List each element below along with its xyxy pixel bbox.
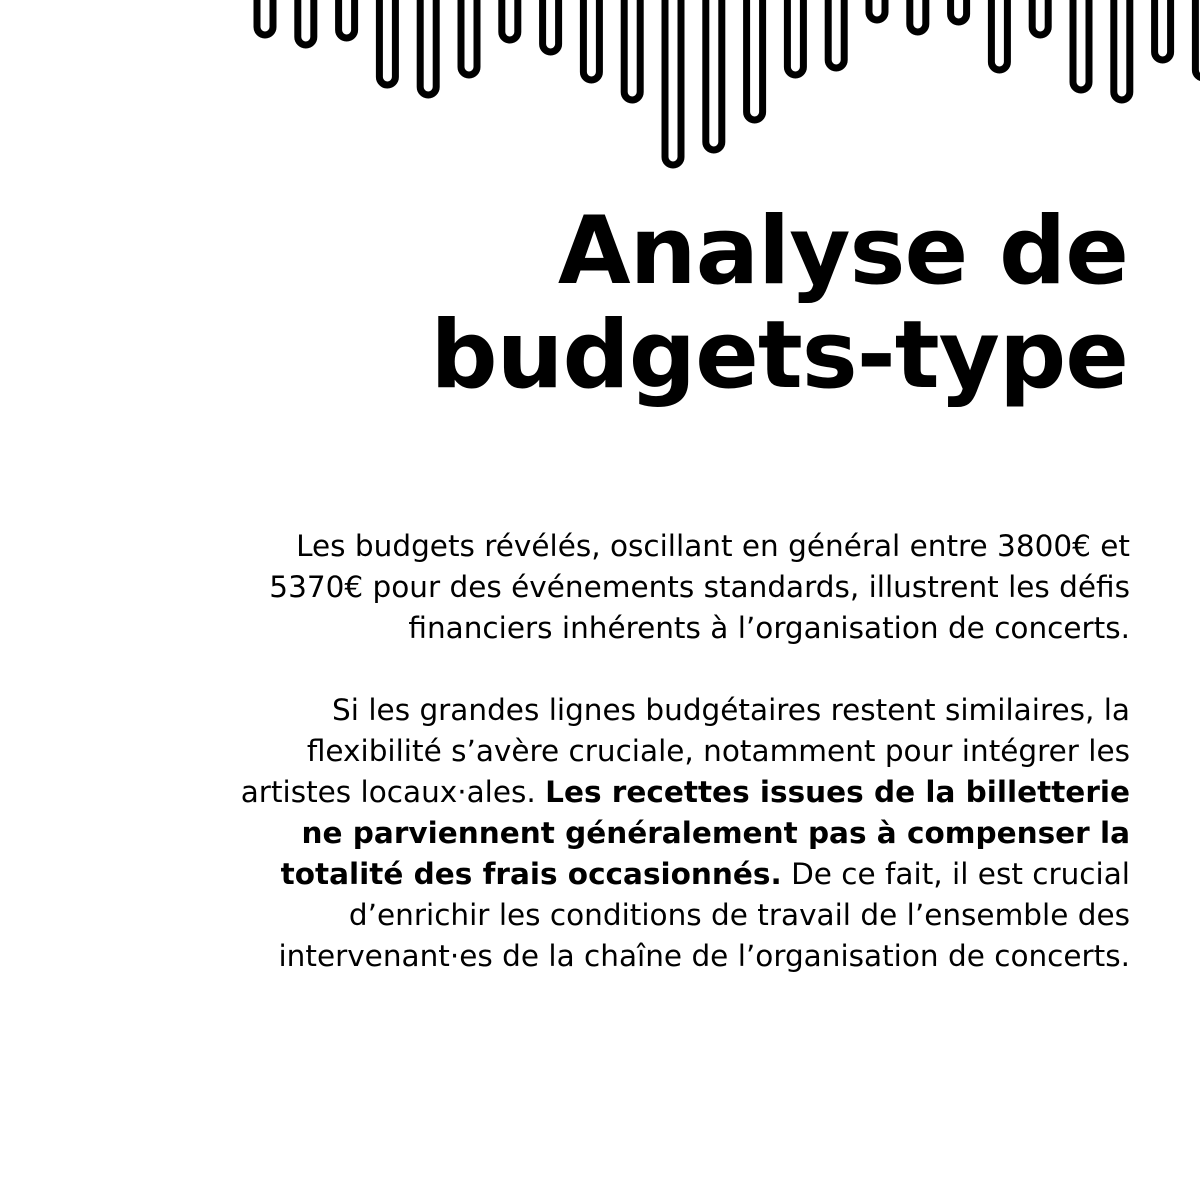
- waveform-loop: [339, 0, 355, 38]
- paragraph-2-line: flexibilité s’avère cruciale, notamment pour intégrer les: [306, 734, 1130, 768]
- waveform-loop: [257, 0, 273, 35]
- waveform-loop: [624, 0, 640, 100]
- waveform-loop: [991, 0, 1007, 70]
- waveform-loop: [787, 0, 803, 75]
- paragraph-2-line: [70, 772, 1130, 813]
- paragraph-1-line: financiers inhérents à l’organisation de concerts.: [408, 611, 1130, 645]
- title-line-1: Analyse de: [557, 197, 1128, 306]
- waveform-loop: [379, 0, 395, 85]
- waveform-loop: [543, 0, 559, 52]
- waveform-loop: [1073, 0, 1089, 90]
- waveform-loop: [706, 0, 722, 150]
- waveform-loop: [828, 0, 844, 68]
- waveform-loop: [502, 0, 518, 40]
- paragraph-2-line: Si les grandes lignes budgétaires restent similaires, la: [332, 693, 1130, 727]
- paragraph-2-emphasis: Les recettes issues de la billetterie: [545, 775, 1130, 809]
- waveform-loop: [910, 0, 926, 32]
- waveform-decoration-icon: [0, 0, 1200, 190]
- paragraph-2-line: [70, 813, 1130, 854]
- paragraph-2-text: De ce fait, il est crucial: [791, 857, 1130, 891]
- waveform-loop: [1114, 0, 1130, 100]
- waveform-loop: [298, 0, 314, 45]
- paragraph-2: [70, 690, 1130, 977]
- paragraph-2-line: [70, 854, 1130, 895]
- paragraph-2-line: d’enrichir les conditions de travail de l’ensemble des: [348, 898, 1130, 932]
- body-text: [70, 526, 1130, 977]
- page-title: [430, 197, 1128, 410]
- waveform-loop: [869, 0, 885, 20]
- waveform-loop: [1195, 0, 1200, 78]
- waveform-loop: [951, 0, 967, 22]
- paragraph-2-emphasis: totalité des frais occasionnés.: [280, 857, 782, 891]
- paragraph-1: [70, 526, 1130, 649]
- waveform-loop: [420, 0, 436, 95]
- waveform-loop: [461, 0, 477, 75]
- paragraph-1-line: 5370€ pour des événements standards, illustrent les défis: [269, 570, 1130, 604]
- waveform-loop: [583, 0, 599, 80]
- waveform-loop: [1155, 0, 1171, 60]
- waveform-loop: [665, 0, 681, 165]
- paragraph-2-emphasis: ne parviennent généralement pas à compenser la: [301, 816, 1130, 850]
- waveform-loop: [1032, 0, 1048, 35]
- waveform-loop: [747, 0, 763, 120]
- paragraph-2-line: intervenant·es de la chaîne de l’organisation de concerts.: [278, 939, 1130, 973]
- paragraph-1-line: Les budgets révélés, oscillant en général entre 3800€ et: [296, 529, 1130, 563]
- paragraph-2-text: artistes locaux·ales.: [240, 775, 536, 809]
- title-line-2: budgets-type: [430, 301, 1128, 410]
